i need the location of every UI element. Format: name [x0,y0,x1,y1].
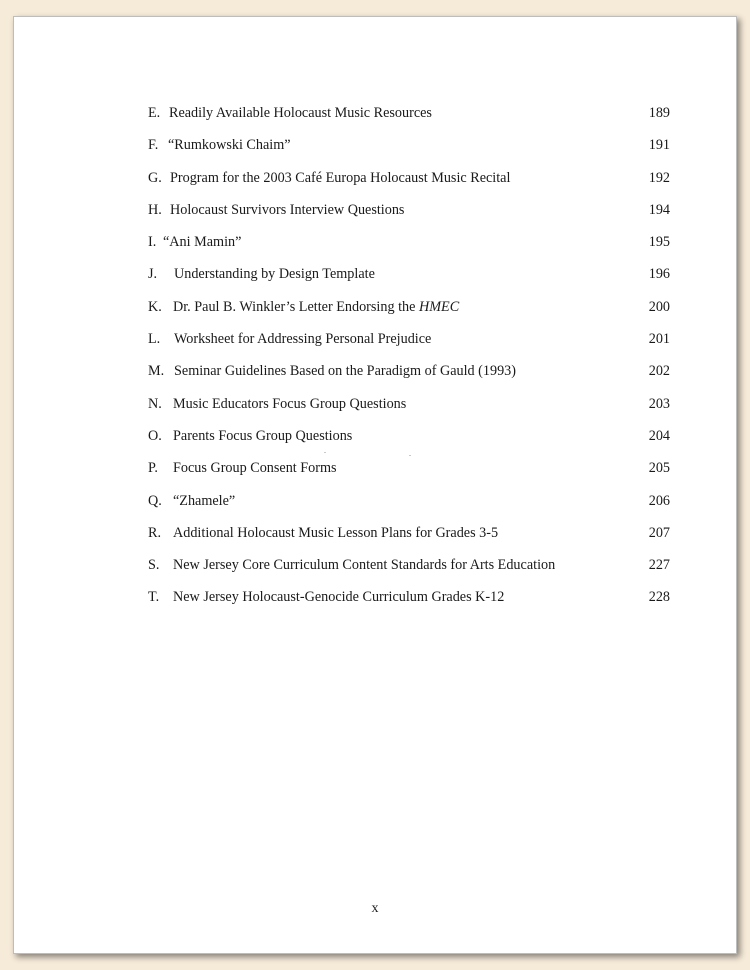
toc-entry-page: 205 [648,460,670,477]
toc-entry [148,170,670,202]
toc-entry-title: “Rumkowski Chaim” [168,137,291,154]
toc-entry-page: 196 [648,266,670,283]
toc-entry-letter: N. [148,395,162,412]
toc-entry-page: 203 [648,395,670,412]
toc-entry-title-italic: HMEC [418,298,460,315]
toc-entry-title: Worksheet for Addressing Personal Prejudice [174,331,432,348]
toc-entry [148,202,670,234]
toc-entry-page: 194 [648,201,670,218]
toc-entry [148,525,670,557]
toc-entry-page: 207 [648,524,670,541]
toc-entry-title [173,299,459,316]
toc-entry [148,266,670,298]
toc-entry-title: Understanding by Design Template [174,266,375,283]
toc-entry-title: Seminar Guidelines Based on the Paradigm of Gauld (1993) [174,363,517,380]
toc-entry [148,137,670,169]
toc-entry-page: 189 [648,105,670,121]
toc-entry [148,589,670,621]
toc-entry-title: Music Educators Focus Group Questions [173,395,407,412]
toc-entry-letter: F. [148,137,159,154]
toc-entry-letter: R. [148,524,162,541]
toc-entry-letter: H. [148,201,162,218]
toc-entry-letter: Q. [148,492,162,509]
toc-entry-page: 228 [648,589,670,606]
toc-entry-page: 227 [648,557,670,574]
toc-entry-title: Additional Holocaust Music Lesson Plans for Grades 3-5 [173,524,499,541]
toc-entry-letter: J. [148,266,158,283]
toc-entry-page: 202 [648,363,670,380]
toc-entry-page: 200 [648,298,670,315]
toc-entry-page: 191 [648,137,670,154]
toc-entry-title: Holocaust Survivors Interview Questions [170,201,405,218]
toc-entry [148,234,670,266]
toc-entry-title: Focus Group Consent Forms [173,460,337,477]
toc-entry-title: “Zhamele” [173,492,236,509]
toc-entry [148,557,670,589]
toc-entry [148,396,670,428]
toc-entry-letter: L. [148,331,161,348]
toc-entry-letter: G. [148,169,162,186]
toc-entry [148,331,670,363]
toc-entry-page: 206 [648,492,670,509]
toc-entry [148,363,670,395]
toc-entry-letter: S. [148,557,160,574]
toc-entry-letter: I. [148,234,157,251]
toc-entry [148,460,670,492]
toc-entry-title-text: Dr. Paul B. Winkler’s Letter Endorsing the [173,298,416,315]
scan-speck [409,455,411,456]
toc-entry [148,105,670,137]
document-page [13,16,737,954]
toc-entry-letter: T. [148,589,160,606]
toc-entry-letter: P. [148,460,158,477]
page-number: x [371,901,379,916]
toc-entry-letter: K. [148,298,162,315]
toc-entry-title: New Jersey Holocaust-Genocide Curriculum Grades K-12 [173,589,505,606]
toc-entry [148,493,670,525]
toc-entry-letter: E. [148,105,161,121]
toc-entry-title: “Ani Mamin” [163,234,242,251]
toc-entry-page: 201 [648,331,670,348]
toc-entry [148,299,670,331]
toc-entry-title: New Jersey Core Curriculum Content Standards for Arts Education [173,557,556,574]
toc-entry-page: 192 [648,169,670,186]
table-of-contents [148,105,670,622]
toc-entry-page: 204 [648,427,670,444]
toc-entry-title: Parents Focus Group Questions [173,427,353,444]
toc-entry-letter: M. [148,363,165,380]
toc-entry-page: 195 [648,234,670,251]
toc-entry-title: Program for the 2003 Café Europa Holocaust Music Recital [170,169,511,186]
toc-entry-letter: O. [148,427,162,444]
scan-speck [324,452,326,453]
toc-entry-title: Readily Available Holocaust Music Resources [169,105,432,121]
